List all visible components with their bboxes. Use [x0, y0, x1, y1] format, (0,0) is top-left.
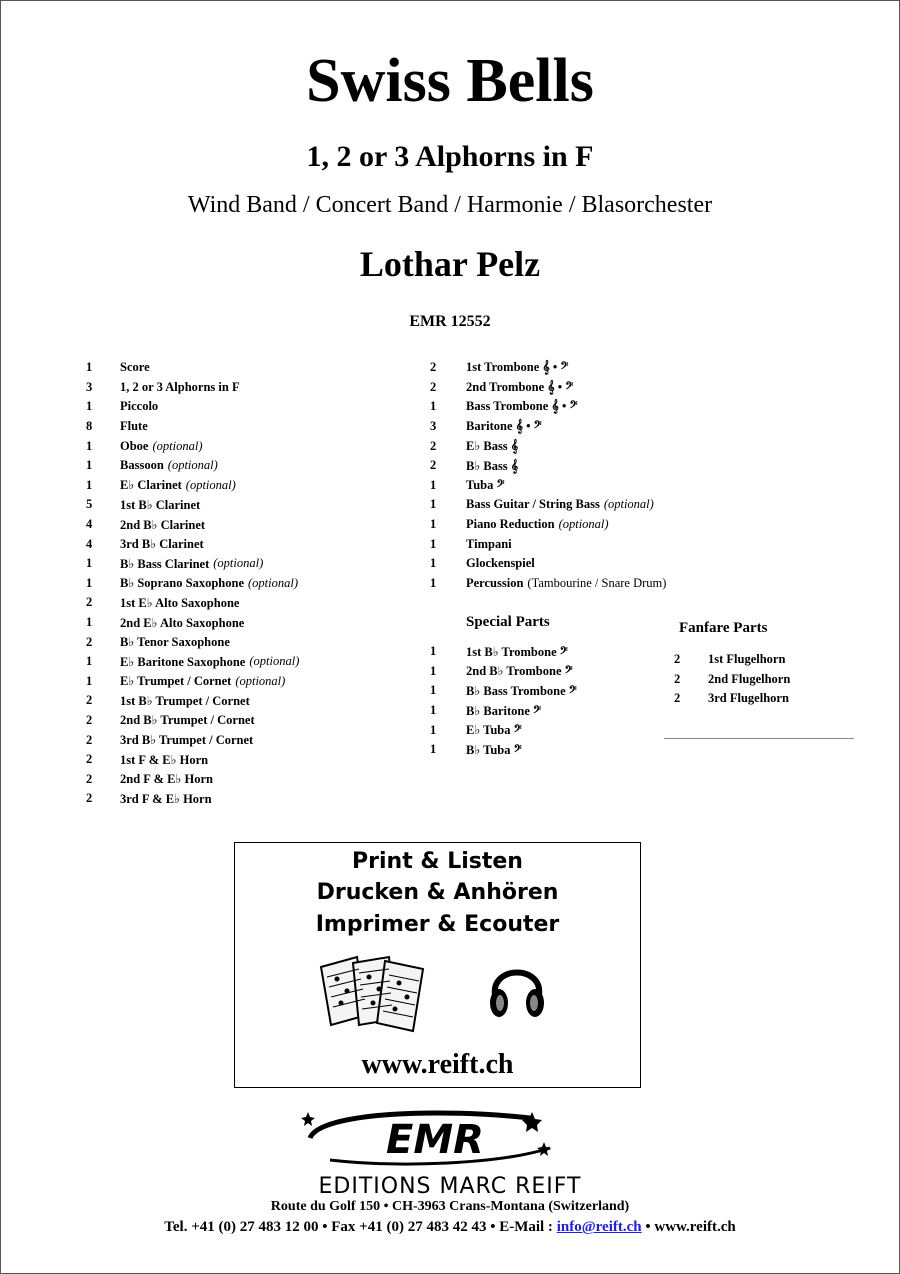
part-name: E♭ Baritone Saxophone	[120, 654, 246, 669]
part-name: 2nd B♭ Trumpet / Cornet	[120, 713, 255, 728]
contact-suffix: • www.reift.ch	[641, 1219, 736, 1235]
part-name: B♭ Bass Trombone 𝄢	[466, 683, 577, 698]
part-note: (optional)	[167, 458, 218, 473]
part-row	[86, 750, 299, 770]
print-listen-box	[234, 842, 641, 1088]
part-count: 1	[430, 517, 437, 532]
part-row	[430, 456, 666, 476]
catalog-number: EMR 12552	[409, 313, 491, 330]
part-row	[86, 711, 299, 731]
part-name: B♭ Soprano Saxophone	[120, 576, 244, 591]
part-count: 2	[674, 671, 681, 686]
part-row	[430, 681, 577, 701]
part-row	[86, 632, 299, 652]
part-row	[86, 789, 299, 809]
special-parts-heading: Special Parts	[466, 614, 550, 630]
part-count: 2	[86, 634, 93, 649]
email-link[interactable]: info@reift.ch	[556, 1219, 642, 1235]
part-row	[430, 662, 577, 682]
part-row	[674, 689, 790, 709]
part-note: (optional)	[213, 556, 264, 571]
part-count: 3	[86, 379, 93, 394]
part-count: 1	[430, 663, 437, 678]
ensemble-line: Wind Band / Concert Band / Harmonie / Blasorchester	[187, 192, 713, 218]
part-name: Piccolo	[120, 399, 159, 414]
part-name: 2nd F & E♭ Horn	[120, 772, 213, 787]
part-count: 1	[430, 644, 437, 659]
part-count: 4	[86, 517, 93, 532]
part-count: 2	[86, 693, 93, 708]
part-count: 2	[86, 752, 93, 767]
part-count: 1	[430, 722, 437, 737]
part-count: 2	[674, 691, 681, 706]
part-count: 1	[430, 477, 437, 492]
part-count: 2	[430, 360, 437, 375]
part-name: Bass Trombone 𝄞 • 𝄢	[466, 399, 578, 414]
part-name: 3rd B♭ Trumpet / Cornet	[120, 733, 254, 748]
part-count: 1	[86, 477, 93, 492]
part-note: (optional)	[558, 517, 609, 532]
part-name: 1st B♭ Trombone 𝄢	[466, 644, 568, 659]
part-row	[430, 642, 577, 662]
part-name: Bassoon	[120, 458, 164, 473]
part-name: E♭ Clarinet	[120, 478, 182, 493]
publisher-name: EDITIONS MARC REIFT	[318, 1174, 582, 1199]
part-row	[430, 515, 666, 535]
part-count: 1	[86, 575, 93, 590]
part-name: Flute	[120, 419, 148, 434]
part-count: 1	[86, 399, 93, 414]
fanfare-parts-list	[674, 650, 790, 709]
part-row	[430, 720, 577, 740]
part-row	[86, 613, 299, 633]
part-row	[430, 436, 666, 456]
part-row	[86, 672, 299, 692]
part-row	[86, 730, 299, 750]
part-name: Baritone 𝄞 • 𝄢	[466, 419, 542, 434]
part-row	[86, 456, 299, 476]
part-row	[674, 670, 790, 690]
part-row	[86, 495, 299, 515]
headphones-icon	[487, 953, 547, 1023]
part-row	[86, 574, 299, 594]
part-name: E♭ Bass 𝄞	[466, 439, 519, 454]
special-parts-list	[430, 642, 577, 760]
part-note: (optional)	[248, 575, 298, 590]
part-row	[430, 358, 666, 378]
part-note: (optional)	[185, 477, 236, 492]
part-count: 8	[86, 419, 93, 434]
part-name: Piano Reduction	[466, 517, 555, 532]
part-name: Glockenspiel	[466, 556, 535, 571]
sheet-music-icon	[319, 953, 431, 1033]
part-name: B♭ Baritone 𝄢	[466, 703, 542, 718]
part-name: 1st F & E♭ Horn	[120, 752, 209, 767]
part-name: 1st Trombone 𝄞 • 𝄢	[466, 360, 569, 375]
part-count: 4	[86, 536, 93, 551]
part-name: E♭ Trumpet / Cornet	[120, 674, 232, 689]
part-count: 1	[430, 575, 437, 590]
parts-list-right	[430, 358, 666, 593]
logo-text: EMR	[386, 1117, 484, 1163]
part-row	[674, 650, 790, 670]
part-name: 3rd B♭ Clarinet	[120, 537, 204, 552]
part-name: 2nd B♭ Trombone 𝄢	[466, 664, 573, 679]
part-count: 2	[86, 732, 93, 747]
part-name: B♭ Tenor Saxophone	[120, 635, 230, 650]
part-note: (optional)	[235, 673, 286, 688]
part-count: 1	[86, 556, 93, 571]
subtitle: 1, 2 or 3 Alphorns in F	[306, 140, 594, 173]
part-row	[86, 358, 299, 378]
parts-list-left	[86, 358, 299, 809]
part-row	[430, 574, 666, 594]
part-row	[430, 740, 577, 760]
part-count: 1	[86, 673, 93, 688]
publisher-address: Route du Golf 150 • CH-3963 Crans-Montana (Switzerland)	[270, 1199, 630, 1214]
part-note: (Tambourine / Snare Drum)	[527, 575, 667, 590]
part-count: 1	[86, 654, 93, 669]
part-name: 1st B♭ Trumpet / Cornet	[120, 693, 250, 708]
promo-url: www.reift.ch	[361, 1049, 514, 1080]
part-count: 1	[86, 438, 93, 453]
emr-logo	[300, 1108, 560, 1168]
part-note: (optional)	[603, 497, 654, 512]
part-row	[86, 436, 299, 456]
part-count: 1	[430, 683, 437, 698]
composer-name: Lothar Pelz	[359, 244, 541, 284]
part-count: 1	[430, 497, 437, 512]
part-name: 2nd Trombone 𝄞 • 𝄢	[466, 379, 574, 394]
part-row	[86, 652, 299, 672]
part-count: 1	[430, 703, 437, 718]
part-row	[430, 534, 666, 554]
part-name: Oboe	[120, 438, 149, 453]
part-count: 2	[86, 771, 93, 786]
part-count: 2	[86, 791, 93, 806]
part-name: E♭ Tuba 𝄢	[466, 723, 522, 738]
contact-prefix: Tel. +41 (0) 27 483 12 00 • Fax +41 (0) 27 483 42 43 • E-Mail :	[164, 1219, 557, 1235]
part-row	[86, 515, 299, 535]
part-count: 1	[430, 399, 437, 414]
divider	[664, 738, 854, 739]
part-count: 1	[86, 360, 93, 375]
part-count: 2	[674, 652, 681, 667]
promo-line-en: Print & Listen	[352, 849, 523, 874]
part-row	[86, 534, 299, 554]
part-count: 1	[430, 742, 437, 757]
part-count: 2	[86, 595, 93, 610]
part-row	[86, 476, 299, 496]
part-row	[430, 554, 666, 574]
part-count: 2	[430, 458, 437, 473]
part-name: Timpani	[466, 536, 512, 551]
promo-line-de: Drucken & Anhören	[316, 880, 559, 905]
part-name: 2nd B♭ Clarinet	[120, 517, 206, 532]
part-row	[86, 593, 299, 613]
part-name: B♭ Bass Clarinet	[120, 556, 210, 571]
part-row	[86, 769, 299, 789]
part-row	[430, 397, 666, 417]
part-name: 1st E♭ Alto Saxophone	[120, 595, 240, 610]
part-row	[86, 691, 299, 711]
part-row	[430, 417, 666, 437]
part-count: 2	[430, 379, 437, 394]
part-name: 1st Flugelhorn	[708, 652, 786, 667]
part-name: Bass Guitar / String Bass	[466, 497, 600, 512]
part-count: 1	[86, 458, 93, 473]
part-count: 1	[86, 615, 93, 630]
part-count: 1	[430, 556, 437, 571]
part-count: 5	[86, 497, 93, 512]
part-row	[86, 397, 299, 417]
part-name: 2nd Flugelhorn	[708, 671, 791, 686]
promo-line-fr: Imprimer & Ecouter	[315, 912, 560, 937]
part-name: Percussion	[466, 575, 524, 590]
part-row	[430, 701, 577, 721]
part-count: 3	[430, 419, 437, 434]
page-title: Swiss Bells	[306, 47, 594, 115]
part-name: 1st B♭ Clarinet	[120, 497, 201, 512]
part-count: 2	[430, 438, 437, 453]
part-name: Score	[120, 360, 150, 375]
part-name: Tuba 𝄢	[466, 477, 505, 492]
part-name: 3rd Flugelhorn	[708, 691, 789, 706]
part-row	[430, 476, 666, 496]
fanfare-parts-heading: Fanfare Parts	[679, 620, 768, 636]
part-count: 1	[430, 536, 437, 551]
contact-line	[0, 1219, 900, 1236]
part-row	[86, 378, 299, 398]
part-name: 2nd E♭ Alto Saxophone	[120, 615, 245, 630]
part-note: (optional)	[249, 654, 300, 669]
part-name: 1, 2 or 3 Alphorns in F	[120, 379, 240, 394]
part-row	[430, 378, 666, 398]
part-note: (optional)	[152, 438, 203, 453]
part-name: 3rd F & E♭ Horn	[120, 791, 212, 806]
part-row	[86, 554, 299, 574]
part-count: 2	[86, 712, 93, 727]
part-row	[430, 495, 666, 515]
part-row	[86, 417, 299, 437]
part-name: B♭ Bass 𝄞	[466, 458, 519, 473]
part-name: B♭ Tuba 𝄢	[466, 742, 522, 757]
